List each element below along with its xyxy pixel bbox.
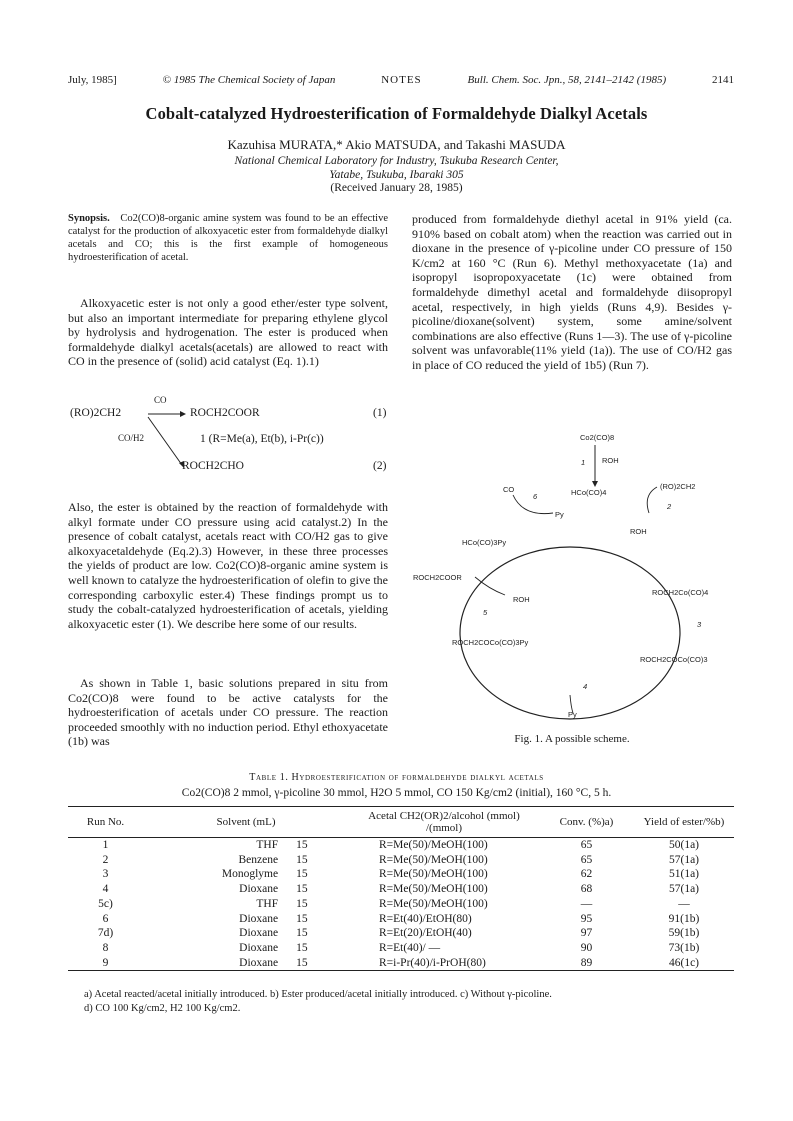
- table-cell: 91(1b): [668, 912, 700, 925]
- synopsis-text: Co2(CO)8-organic amine system was found to be an effective catalyst for the production of alkoxyacetic ester from formaldehyde dialkyl acetals and CO; this is the first example of homogeneous hydroesterification of acetal.: [68, 213, 389, 263]
- paragraph-1: Alkoxyacetic ester is not only a good ether/ester type solvent, but also an important intermediate for preparing ethylene glycol by hydrolysis and hydrogenation. The ester is produced when formaldehyde dialkyl acetals(acetals) are allowed to react with CO in the presence of (solid) acid catalyst (Eq. 1).1): [68, 296, 388, 369]
- paragraph-3: As shown in Table 1, basic solutions prepared in situ from Co2(CO)8 were found to be active catalysts for the hydroesterification of acetals under CO pressure. The reaction proceeded smoothly with no induction period. Ethyl ethoxyacetate (1b) was: [68, 676, 388, 749]
- table-cell: R=Et(40)/EtOH(80): [379, 912, 472, 925]
- fig-label-acetal: (RO)2CH2: [660, 482, 696, 491]
- table-cell: 51(1a): [668, 868, 699, 881]
- table-cell: 15: [296, 853, 308, 866]
- col-acetal: Acetal CH2(OR)2/alcohol (mmol) /(mmol): [368, 810, 520, 834]
- table-cell: 6: [102, 912, 109, 925]
- table-cell: Dioxane: [239, 912, 279, 925]
- fig-step-3: 3: [697, 620, 702, 629]
- fig-label-hco: HCo(CO)4: [571, 488, 607, 497]
- table-cell: 62: [580, 868, 593, 881]
- table-cell: —: [678, 897, 690, 910]
- table-cell: R=Et(20)/EtOH(40): [379, 927, 472, 940]
- table-cell: 15: [296, 897, 308, 910]
- col-run: Run No.: [86, 816, 125, 828]
- equation-block: [68, 395, 388, 495]
- table-cell: 8: [102, 941, 109, 954]
- table-cell: 65: [580, 839, 593, 851]
- table-cell: THF: [256, 897, 279, 910]
- table-cell: 15: [296, 868, 308, 881]
- fig-label-hcopy: HCo(CO)3Py: [462, 538, 507, 547]
- table-cell: 15: [296, 883, 308, 896]
- eq-number-1: (1): [373, 407, 387, 419]
- table-body: [68, 838, 734, 971]
- table-cell: 15: [296, 912, 308, 925]
- table-cell: Dioxane: [239, 927, 279, 940]
- fig-step-4: 4: [583, 682, 588, 691]
- header-section: NOTES: [381, 74, 422, 86]
- eq-arrows: [146, 405, 186, 475]
- fig-label-co: CO: [503, 485, 515, 494]
- table-cell: R=Me(50)/MeOH(100): [379, 868, 488, 881]
- table-cell: 3: [102, 868, 109, 881]
- table-row: [68, 912, 734, 927]
- fig-label-acyl: ROCH2COCo(CO)3: [640, 655, 708, 664]
- eq-reactant: (RO)2CH2: [70, 407, 122, 419]
- fig-label-top: Co2(CO)8: [580, 433, 615, 442]
- fig-label-ester: ROCH2COOR: [413, 573, 462, 582]
- authors: Kazuhisa MURATA,* Akio MATSUDA, and Takashi MASUDA: [227, 137, 566, 152]
- fig-label-roh-top: ROH: [602, 456, 619, 465]
- fig-step-1: 1: [581, 458, 586, 467]
- table-cell: R=Et(40)/ —: [379, 941, 441, 954]
- table-cell: 46(1c): [668, 956, 699, 969]
- fig-step-2: 2: [667, 502, 672, 511]
- table-cell: Dioxane: [239, 883, 279, 896]
- eq-coh2-label: CO/H2: [118, 433, 145, 443]
- table-row: [68, 867, 734, 882]
- header-copyright: © 1985 The Chemical Society of Japan: [162, 74, 336, 86]
- table-cell: Monoglyme: [221, 868, 279, 881]
- table-row: [68, 897, 734, 912]
- synopsis: [68, 212, 388, 264]
- received-date: (Received January 28, 1985): [330, 182, 463, 194]
- eq-number-2: (2): [373, 460, 387, 472]
- affiliation: [0, 154, 793, 182]
- fig-label-py-bottom: Py: [568, 710, 577, 719]
- table-row: [68, 882, 734, 897]
- table-cell: 50(1a): [668, 839, 699, 851]
- table-cell: Dioxane: [239, 956, 279, 969]
- table-footnote-2: d) CO 100 Kg/cm2, H2 100 Kg/cm2.: [84, 1003, 241, 1014]
- table-cell: 68: [580, 883, 593, 896]
- table-cell: —: [580, 897, 593, 910]
- col-solvent: Solvent (mL): [216, 816, 276, 828]
- table-cell: 4: [102, 883, 109, 896]
- affiliation-line-1: National Chemical Laboratory for Industry, Tsukuba Research Center,: [234, 155, 559, 167]
- fig-label-roh5: ROH: [513, 595, 530, 604]
- table-cell: THF: [256, 839, 279, 851]
- eq-co-label: CO: [154, 395, 167, 405]
- catalytic-cycle-figure: [405, 433, 735, 750]
- table-cell: R=Me(50)/MeOH(100): [379, 839, 488, 851]
- table-cell: 2: [102, 853, 109, 866]
- eq-r-definition: 1 (R=Me(a), Et(b), i-Pr(c)): [200, 433, 324, 445]
- table-1: [68, 806, 734, 971]
- eq-product-1: ROCH2COOR: [190, 407, 260, 419]
- table-cell: 9: [102, 956, 109, 969]
- header-journal: Bull. Chem. Soc. Jpn., 58, 2141–2142 (1985): [467, 74, 667, 86]
- table-cell: R=Me(50)/MeOH(100): [379, 883, 488, 896]
- table-cell: 15: [296, 956, 308, 969]
- article-title: Cobalt-catalyzed Hydroesterification of Formaldehyde Dialkyl Acetals: [145, 104, 648, 123]
- table-cell: 73(1b): [668, 941, 700, 954]
- table-cell: 89: [580, 956, 593, 969]
- table-cell: 7d): [97, 927, 114, 940]
- table-caption: Table 1. Hydroesterification of formaldehyde dialkyl acetals: [249, 772, 544, 783]
- table-row: [68, 941, 734, 956]
- table-cell: 57(1a): [668, 853, 699, 866]
- table-cell: Benzene: [238, 853, 279, 866]
- table-conditions: Co2(CO)8 2 mmol, γ-picoline 30 mmol, H2O 5 mmol, CO 150 Kg/cm2 (initial), 160 °C, 5 h.: [181, 787, 612, 799]
- table-cell: R=i-Pr(40)/i-PrOH(80): [379, 956, 486, 969]
- affiliation-line-2: Yatabe, Tsukuba, Ibaraki 305: [329, 169, 464, 181]
- table-row: [68, 956, 734, 971]
- table-cell: 97: [580, 927, 593, 940]
- table-cell: 5c): [98, 897, 113, 910]
- fig-label-roh2: ROH: [630, 527, 647, 536]
- fig-step-6: 6: [533, 492, 538, 501]
- fig-label-acylpy: ROCH2COCo(CO)3Py: [452, 638, 529, 647]
- header-page: 2141: [712, 74, 734, 86]
- running-header: [68, 74, 734, 86]
- fig-label-py1: Py: [555, 510, 564, 519]
- table-cell: 57(1a): [668, 883, 699, 896]
- col-conv: Conv. (%)a): [559, 816, 614, 828]
- table-cell: 90: [580, 941, 593, 954]
- figure-caption: Fig. 1. A possible scheme.: [514, 733, 630, 745]
- header-date: July, 1985]: [68, 74, 117, 86]
- table-cell: 15: [296, 927, 308, 940]
- paragraph-2: Also, the ester is obtained by the reaction of formaldehyde with alkyl formate under CO pressure using acid catalyst.2) In the presence of cobalt catalyst, acetals react with CO/H2 gas to give alkoxyacetaldehyde (Eq.2).3) However, in these three processes the yields of product are low. Co2(CO)8-organic amine system is well known to catalyze the hydroesterification of olefin to give the corresponding carboxylic ester.4) These findings prompt us to study the cobalt-catalyzed hydroesterification of acetals, yielding alkoxyacetic ester (1). We describe here some of our results.: [68, 500, 388, 631]
- eq-product-2: ROCH2CHO: [182, 460, 244, 472]
- table-row: [68, 926, 734, 941]
- synopsis-label: Synopsis.: [68, 213, 110, 224]
- table-cell: 1: [102, 839, 109, 851]
- paragraph-right-1: produced from formaldehyde diethyl acetal in 91% yield (ca. 910% based on cobalt atom) when the reaction was carried out in dioxane in the presence of γ-picoline under CO pressure of 150 K/cm2 at 160 °C (Run 6). Methyl methoxyacetate (1a) and isopropyl isopropoxyacetate (1c) were obtained from formaldehyde dimethyl acetal and formaldehyde diisopropyl acetal, respectively, in high yields (Runs 4,9). Besides γ-picoline/dioxane(solvent) system, some amine/solvent combinations are also effective (Runs 1—3). The use of γ-picoline solvent was unfavorable(11% yield (1a)). The use of CO/H2 gas in place of CO reduced the yield of 1b5) (Run 7).: [412, 212, 732, 372]
- col-yield: Yield of ester/%b): [643, 816, 725, 828]
- table-cell: R=Me(50)/MeOH(100): [379, 853, 488, 866]
- table-footnote-1: a) Acetal reacted/acetal initially introduced. b) Ester produced/acetal initially introduced. c) Without γ-picoline.: [84, 989, 552, 1000]
- table-cell: 15: [296, 941, 308, 954]
- fig-step-5: 5: [483, 608, 488, 617]
- table-cell: 95: [580, 912, 593, 925]
- table-footnotes: [84, 988, 744, 1016]
- table-row: [68, 838, 734, 853]
- fig-label-rco: ROCH2Co(CO)4: [652, 588, 709, 597]
- table-cell: 15: [296, 839, 308, 851]
- table-cell: Dioxane: [239, 941, 279, 954]
- table-cell: 59(1b): [668, 927, 700, 940]
- table-cell: 65: [580, 853, 593, 866]
- table-row: [68, 853, 734, 868]
- table-cell: R=Me(50)/MeOH(100): [379, 897, 488, 910]
